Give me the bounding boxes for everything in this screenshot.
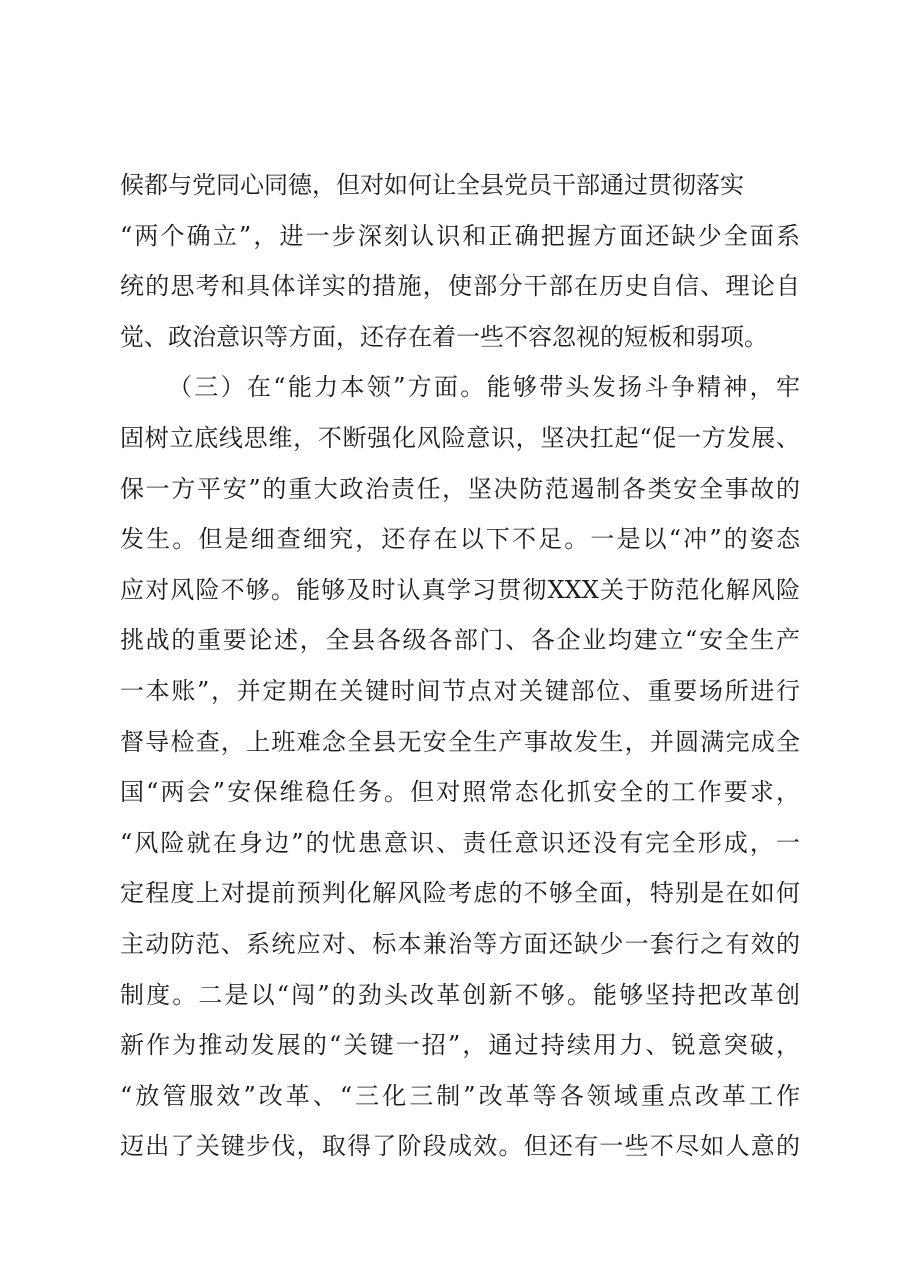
text-line: “放管服效”改革、“三化三制”改革等各领域重点改革工作 bbox=[120, 1081, 800, 1110]
text-line: 迈出了关键步伐，取得了阶段成效。但还有一些不尽如人意的 bbox=[120, 1132, 800, 1161]
text-line: 统的思考和具体详实的措施，使部分干部在历史自信、理论自 bbox=[120, 272, 800, 301]
text-line: 主动防范、系统应对、标本兼治等方面还缺少一套行之有效的 bbox=[120, 929, 800, 958]
text-line: 定程度上对提前预判化解风险考虑的不够全面，特别是在如何 bbox=[120, 879, 800, 908]
text-line: 发生。但是细查细究，还存在以下不足。一是以“冲”的姿态 bbox=[120, 525, 800, 554]
text-line: 候都与党同心同德，但对如何让全县党员干部通过贯彻落实 bbox=[120, 171, 744, 199]
text-line: （三）在“能力本领”方面。能够带头发扬斗争精神，牢 bbox=[168, 373, 800, 402]
text-line: 一本账”，并定期在关键时间节点对关键部位、重要场所进行 bbox=[120, 676, 800, 705]
text-line: 制度。二是以“闯”的劲头改革创新不够。能够坚持把改革创 bbox=[120, 980, 800, 1009]
text-line: 新作为推动发展的“关键一招”，通过持续用力、锐意突破， bbox=[120, 1031, 800, 1060]
text-line: 应对风险不够。能够及时认真学习贯彻XXX关于防范化解风险 bbox=[120, 575, 800, 604]
text-line: “风险就在身边”的忧患意识、责任意识还没有完全形成，一 bbox=[120, 828, 800, 857]
text-line: 挑战的重要论述，全县各级各部门、各企业均建立“安全生产 bbox=[120, 626, 800, 655]
text-line: “两个确立”，进一步深刻认识和正确把握方面还缺少全面系 bbox=[120, 221, 800, 250]
text-line: 督导检查，上班难念全县无安全生产事故发生，并圆满完成全 bbox=[120, 727, 800, 756]
text-line: 觉、政治意识等方面，还存在着一些不容忽视的短板和弱项。 bbox=[120, 322, 768, 351]
text-line: 固树立底线思维，不断强化风险意识，坚决扛起“促一方发展、 bbox=[120, 423, 800, 452]
body-text bbox=[120, 160, 800, 1172]
text-line: 国“两会”安保维稳任务。但对照常态化抓安全的工作要求， bbox=[120, 778, 800, 807]
text-line: 保一方平安”的重大政治责任，坚决防范遏制各类安全事故的 bbox=[120, 474, 800, 503]
